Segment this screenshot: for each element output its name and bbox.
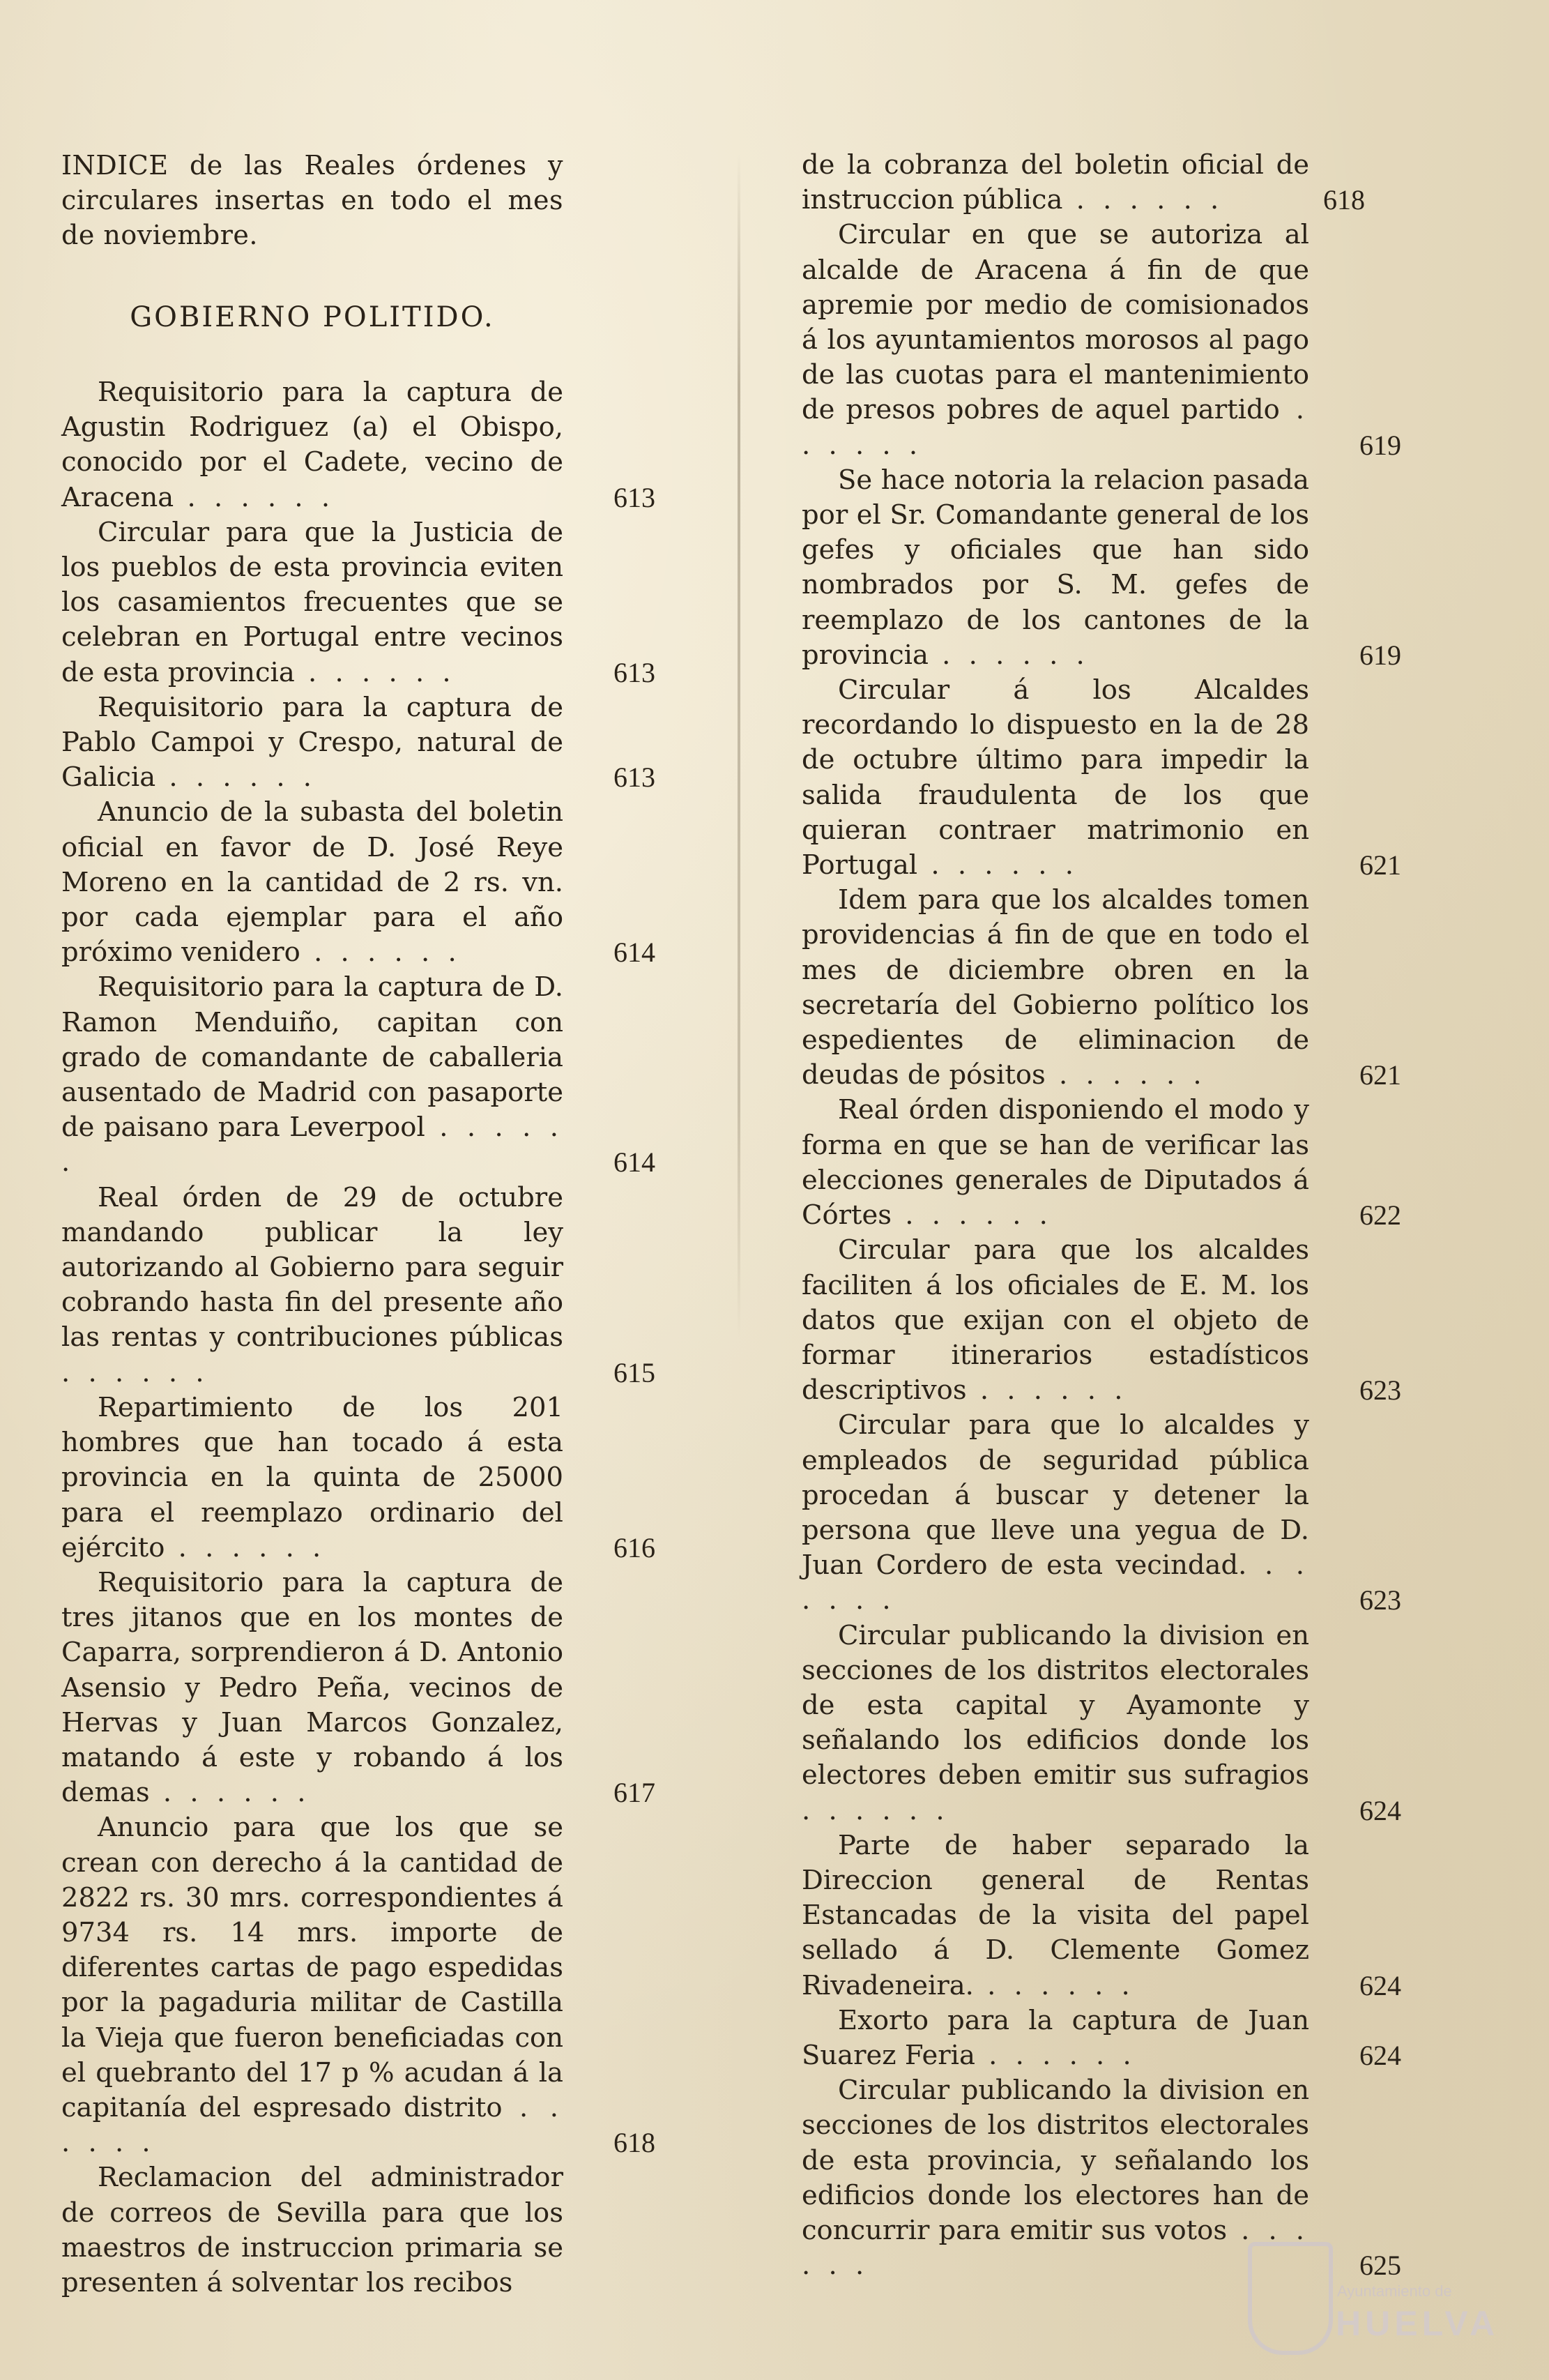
entry-page-number: 613 [613, 656, 655, 688]
entry-text: Requisitorio para la captura de tres jitanos que en los montes de Caparra, sorprendieron á D. Antonio Asensio y Pedro Peña, vecinos de Hervas y Juan Marcos Gonzalez, matando á este y robando á los demas [61, 1566, 563, 1809]
index-entry [802, 1828, 1401, 2003]
right-entry-list [802, 148, 1401, 2283]
index-entry [802, 673, 1401, 883]
entry-page-number: 618 [1323, 184, 1365, 216]
column-fold-line [738, 153, 740, 1339]
leader-dots: . . . . . . [300, 937, 461, 969]
entry-page-number: 622 [1359, 1199, 1401, 1231]
entry-text: de la cobranza del boletin oficial de instruccion pública [802, 149, 1309, 216]
entry-text: Circular para que lo alcaldes y empleados de seguridad pública procedan á buscar y detener la persona que lleve una yegua de D. Juan Cordero de esta vecindad. [802, 1409, 1309, 1582]
index-entry [802, 2003, 1401, 2073]
left-column [61, 148, 655, 2301]
index-entry [61, 690, 655, 796]
watermark-emblem [1248, 2228, 1513, 2367]
index-entry [802, 883, 1401, 1093]
index-entry [61, 970, 655, 1180]
leader-dots: . . . . . . [165, 1531, 326, 1563]
entry-page-number: 624 [1359, 2039, 1401, 2071]
section-title: GOBIERNO POLITIDO. [130, 301, 495, 333]
entry-text: Requisitorio para la captura de Agustin Rodriguez (a) el Obispo, conocido por el Cadete, vecino de Aracena [61, 377, 563, 513]
index-entry [61, 1181, 655, 1390]
index-header: INDICE de las Reales órdenes y circulares insertas en todo el mes de noviembre. [61, 150, 563, 250]
entry-page-number: 613 [613, 761, 655, 794]
entry-page-number: 617 [613, 1777, 655, 1809]
entry-text: Real órden de 29 de octubre mandando publicar la ley autorizando al Gobierno para seguir cobrando hasta fin del presente año las rentas y contribuciones públicas [61, 1181, 563, 1354]
entry-text: Anuncio de la subasta del boletin oficial en favor de D. José Reye Moreno en la cantidad de 2 rs. vn. por cada ejemplar para el año próximo venidero [61, 796, 563, 969]
entry-page-number: 619 [1359, 429, 1401, 461]
entry-page-number: 616 [613, 1531, 655, 1563]
entry-text: Reclamacion del administrador de correos de Sevilla para que los maestros de instruccion primaria se presenten á solventar los recibos [61, 2162, 563, 2298]
index-entry [802, 148, 1365, 218]
entry-page-number: 624 [1359, 1969, 1401, 2001]
watermark-line1: Ayuntamiento de [1337, 2282, 1452, 2300]
entry-page-number: 618 [613, 2127, 655, 2159]
entry-text: Repartimiento de los 201 hombres que han tocado á esta provincia en la quinta de 25000 para el reemplazo ordinario del ejército [61, 1391, 563, 1563]
index-entry [61, 375, 655, 515]
entry-page-number: 624 [1359, 1794, 1401, 1826]
leader-dots: . . . . . . [61, 2091, 563, 2159]
leader-dots: . . . . . . [802, 1794, 949, 1826]
index-entry [61, 515, 655, 690]
entry-page-number: 623 [1359, 1374, 1401, 1407]
entry-text: Circular publicando la division en secciones de los distritos electorales de esta capital y Ayamonte y señalando los edificios donde los electores deben emitir sus sufragios [802, 1619, 1309, 1791]
entry-page-number: 621 [1359, 849, 1401, 881]
leader-dots: . . . . . . [892, 1199, 1053, 1231]
right-column [802, 148, 1401, 2283]
leader-dots: . . . . . . [928, 639, 1090, 671]
leader-dots: . . . . . . [294, 656, 456, 688]
entry-page-number: 613 [613, 481, 655, 513]
index-entry [802, 1619, 1401, 1828]
index-entry [61, 795, 655, 970]
leader-dots: . . . . . . [973, 1969, 1135, 2001]
index-entry [802, 218, 1401, 462]
leader-dots: . . . . . . [975, 2039, 1136, 2071]
leader-dots: . . . . . . [149, 1777, 311, 1809]
index-entry [61, 2160, 563, 2301]
coat-of-arms-icon [1248, 2242, 1333, 2355]
leader-dots: . . . . . . [1045, 1059, 1207, 1091]
entry-page-number: 615 [613, 1356, 655, 1388]
entry-text: Parte de haber separado la Direccion general de Rentas Estancadas de la visita del papel sellado á D. Clemente Gomez Rivadeneira. [802, 1829, 1309, 2001]
leader-dots: . . . . . . [802, 1549, 1309, 1616]
leader-dots: . . . . . . [802, 2214, 1309, 2282]
index-entry [61, 1566, 655, 1810]
entry-text: Circular para que los alcaldes faciliten á los oficiales de E. M. los datos que exijan con el objeto de formar itinerarios estadísticos descriptivos [802, 1234, 1309, 1407]
index-entry [802, 2073, 1401, 2283]
entry-page-number: 623 [1359, 1584, 1401, 1616]
entry-page-number: 619 [1359, 639, 1401, 671]
entry-page-number: 614 [613, 937, 655, 969]
entry-text: Requisitorio para la captura de D. Ramon Menduiño, capitan con grado de comandante de caballeria ausentado de Madrid con pasaporte de paisano para Leverpool [61, 971, 563, 1144]
entry-text: Exorto para la captura de Juan Suarez Feria [802, 2004, 1309, 2071]
entry-text: Real órden disponiendo el modo y forma en que se han de verificar las elecciones generales de Diputados á Córtes [802, 1094, 1309, 1231]
left-entry-list [61, 375, 655, 2301]
entry-text: Circular publicando la division en secciones de los distritos electorales de esta provincia, y señalando los edificios donde los electores han de concurrir para emitir sus votos [802, 2075, 1309, 2246]
index-entry [802, 1093, 1401, 1233]
entry-text: Anuncio para que los que se crean con derecho á la cantidad de 2822 rs. 30 mrs. correspondientes á 9734 rs. 14 mrs. importe de diferentes cartas de pago espedidas por la pagaduria militar de Castilla la Vieja que fueron beneficiadas con el quebranto del 17 p % acudan á la capitanía del espresado distrito [61, 1812, 563, 2123]
index-entry [61, 1390, 655, 1566]
leader-dots: . . . . . . [1062, 184, 1224, 216]
entry-page-number: 621 [1359, 1059, 1401, 1091]
entry-text: Idem para que los alcaldes tomen providencias á fin de que en todo el mes de diciembre obren en la secretaría del Gobierno político los espedientes de eliminacion de deudas de pósitos [802, 884, 1309, 1091]
leader-dots: . . . . . . [61, 1112, 563, 1178]
index-entry [802, 1408, 1401, 1618]
watermark-line2: HUELVA [1336, 2304, 1500, 2343]
entry-text: Circular á los Alcaldes recordando lo dispuesto en la de 28 de octubre último para impedir la salida fraudulenta de los que quieran contraer matrimonio en Portugal [802, 674, 1309, 881]
leader-dots: . . . . . . [917, 849, 1078, 881]
entry-text: Circular para que la Justicia de los pueblos de esta provincia eviten los casamientos frecuentes que se celebran en Portugal entre vecinos de esta provincia [61, 516, 563, 688]
entry-text: Circular en que se autoriza al alcalde de Aracena á fin de que apremie por medio de comisionados á los ayuntamientos morosos al pago de las cuotas para el mantenimiento de presos pobres de aquel partido [802, 219, 1309, 426]
entry-text: Requisitorio para la captura de Pablo Campoi y Crespo, natural de Galicia [61, 691, 563, 794]
leader-dots: . . . . . . [174, 481, 335, 513]
leader-dots: . . . . . . [802, 394, 1309, 461]
leader-dots: . . . . . . [155, 761, 317, 794]
index-entry [61, 1810, 655, 2160]
leader-dots: . . . . . . [966, 1374, 1128, 1407]
entry-text: Se hace notoria la relacion pasada por el Sr. Comandante general de los gefes y oficiales que han sido nombrados por S. M. gefes de reemplazo de los cantones de la provincia [802, 464, 1309, 671]
entry-page-number: 614 [613, 1146, 655, 1178]
leader-dots: . . . . . . [61, 1356, 209, 1388]
index-entry [802, 1233, 1401, 1408]
entry-page-number: 625 [1359, 2250, 1401, 2282]
index-entry [802, 463, 1401, 673]
